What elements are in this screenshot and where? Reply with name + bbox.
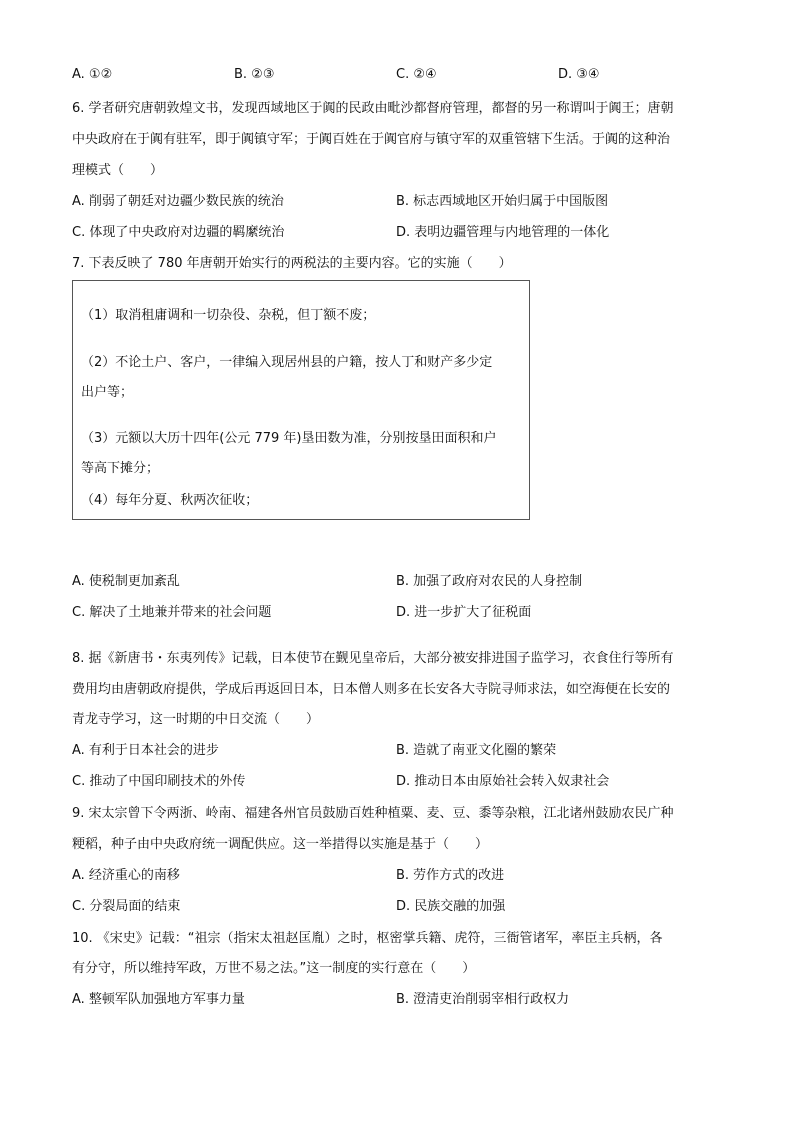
q9-stem-line-2: 粳稻，种子由中央政府统一调配供应。这一举措得以实施是基于（ ）	[72, 837, 489, 852]
q6-stem-line-3: 理模式（ ）	[72, 163, 164, 178]
q7-tax-table	[72, 280, 530, 520]
q7-stem: 7. 下表反映了 780 年唐朝开始实行的两税法的主要内容。它的实施（ ）	[72, 256, 512, 271]
q8-option-c: C. 推动了中国印刷技术的外传	[72, 774, 246, 789]
q6-option-b: B. 标志西域地区开始归属于中国版图	[396, 194, 609, 209]
q7-option-c: C. 解决了土地兼并带来的社会问题	[72, 605, 272, 620]
q7-table-line-6: （4）每年分夏、秋两次征收；	[81, 493, 259, 508]
q9-option-d: D. 民族交融的加强	[396, 899, 506, 914]
q8-option-b: B. 造就了南亚文化圈的繁荣	[396, 743, 557, 758]
q9-option-a: A. 经济重心的南移	[72, 868, 180, 883]
q10-stem-line-2: 有分守，所以维持军政，万世不易之法。”这一制度的实行意在（ ）	[72, 961, 476, 976]
q7-table-line-4: （3）元额以大历十四年(公元 779 年)垦田数为准，分别按垦田面积和户	[81, 431, 497, 446]
q6-option-d: D. 表明边疆管理与内地管理的一体化	[396, 225, 610, 240]
q10-stem-line-1: 10. 《宋史》记载：“祖宗（指宋太祖赵匡胤）之时，枢密掌兵籍、虎符，三衙管诸军，率臣主兵柄，各	[72, 931, 663, 946]
q7-option-d: D. 进一步扩大了征税面	[396, 605, 532, 620]
q7-table-line-3: 出户等；	[81, 385, 134, 400]
q7-table-line-1: （1）取消租庸调和一切杂役、杂税，但丁额不废；	[81, 308, 376, 323]
q6-option-a: A. 削弱了朝廷对边疆少数民族的统治	[72, 194, 284, 209]
q10-option-b: B. 澄清吏治削弱宰相行政权力	[396, 992, 570, 1007]
q8-stem-line-3: 青龙寺学习，这一时期的中日交流（ ）	[72, 712, 320, 727]
q5-option-c: C. ②④	[396, 67, 437, 82]
q6-option-c: C. 体现了中央政府对边疆的羁縻统治	[72, 225, 285, 240]
q8-stem-line-1: 8. 据《新唐书・东夷列传》记载，日本使节在觐见皇帝后，大部分被安排进国子监学习，衣食住行等所有	[72, 651, 674, 666]
q5-option-d: D. ③④	[558, 67, 600, 82]
q6-stem-line-1: 6. 学者研究唐朝敦煌文书，发现西域地区于阗的民政由毗沙都督府管理，都督的另一称谓叫于阗王；唐朝	[72, 101, 674, 116]
q9-stem-line-1: 9. 宋太宗曾下令两浙、岭南、福建各州官员鼓励百姓种植粟、麦、豆、黍等杂粮，江北诸州鼓励农民广种	[72, 806, 674, 821]
q6-stem-line-2: 中央政府在于阗有驻军，即于阗镇守军；于阗百姓在于阗官府与镇守军的双重管辖下生活。于阗的这种治	[72, 132, 671, 147]
q8-option-a: A. 有利于日本社会的进步	[72, 743, 219, 758]
q7-option-a: A. 使税制更加紊乱	[72, 574, 180, 589]
q10-option-a: A. 整顿军队加强地方军事力量	[72, 992, 245, 1007]
q8-stem-line-2: 费用均由唐朝政府提供，学成后再返回日本，日本僧人则多在长安各大寺院寻师求法，如空海便在长安的	[72, 682, 671, 697]
q9-option-c: C. 分裂局面的结束	[72, 899, 181, 914]
q9-option-b: B. 劳作方式的改进	[396, 868, 505, 883]
q5-option-b: B. ②③	[234, 67, 275, 82]
q7-table-line-2: （2）不论土户、客户，一律编入现居州县的户籍，按人丁和财产多少定	[81, 355, 493, 370]
q7-table-line-5: 等高下摊分；	[81, 461, 160, 476]
q7-option-b: B. 加强了政府对农民的人身控制	[396, 574, 583, 589]
q5-option-a: A. ①②	[72, 67, 113, 82]
q8-option-d: D. 推动日本由原始社会转入奴隶社会	[396, 774, 610, 789]
